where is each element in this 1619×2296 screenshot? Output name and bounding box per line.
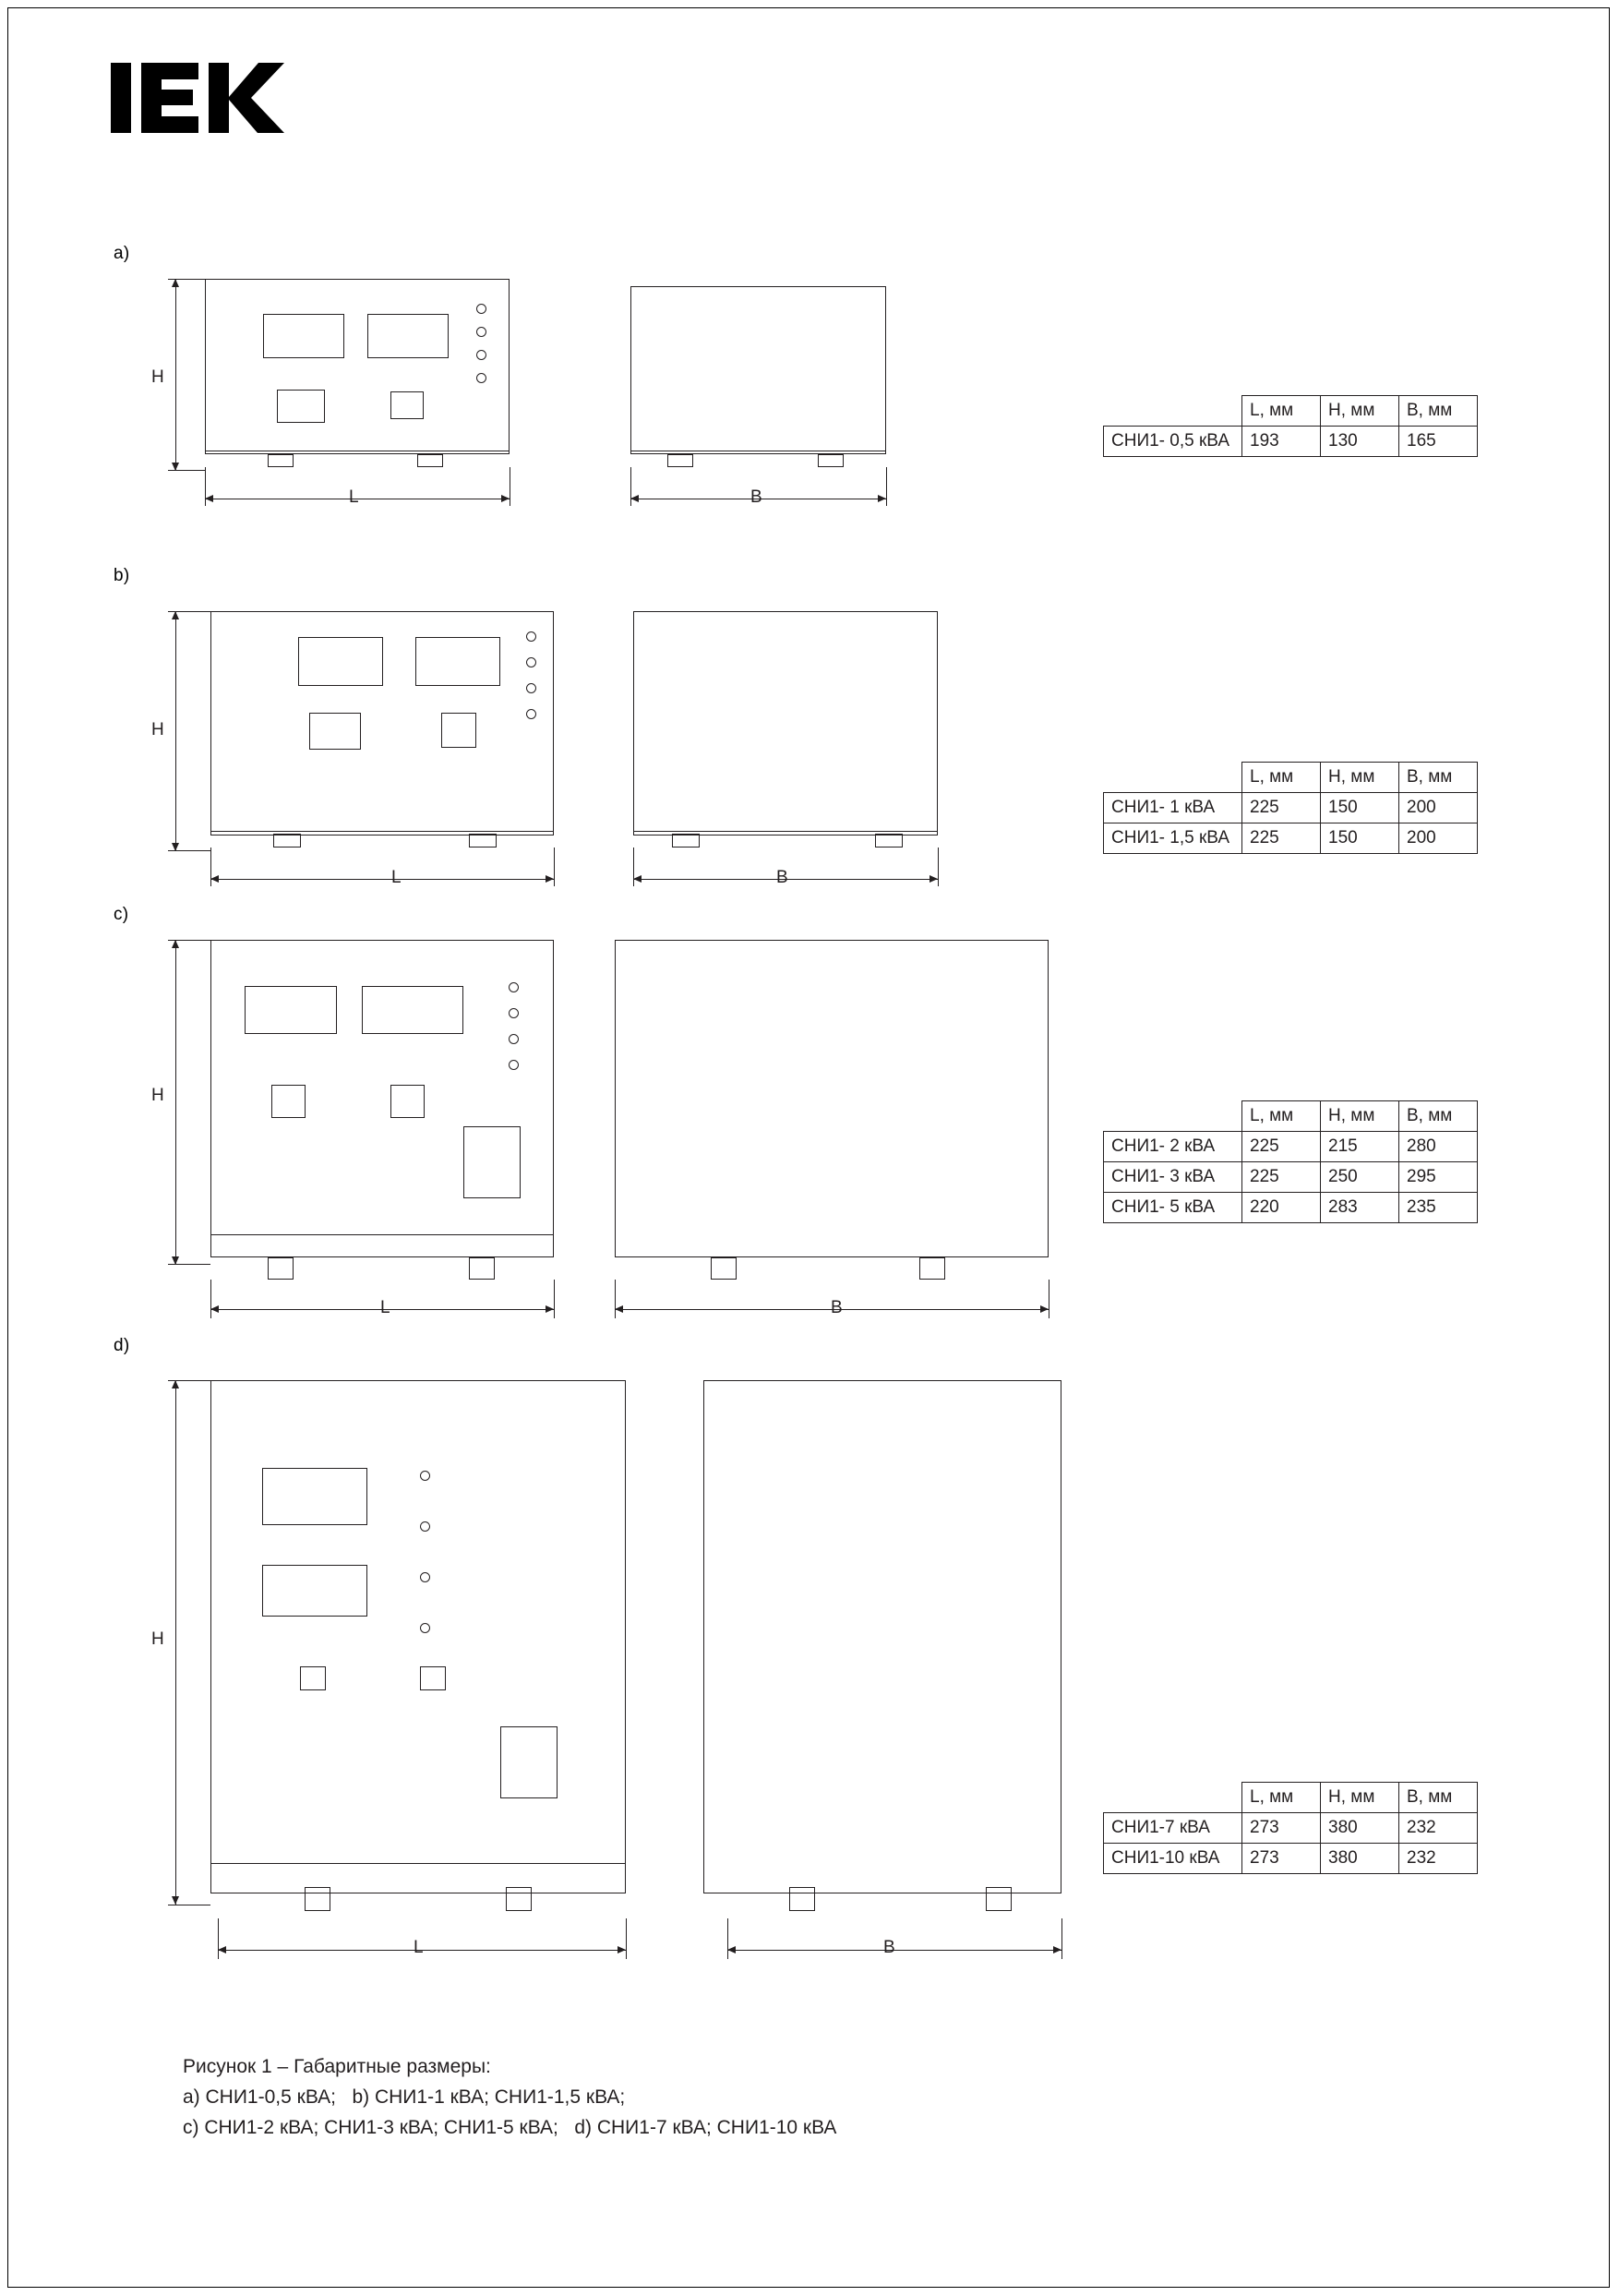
caption-line-3: c) СНИ1-2 кВА; СНИ1-3 кВА; СНИ1-5 кВА; d) СНИ1-7 кВА; СНИ1-10 кВА	[183, 2117, 837, 2138]
table-b-head-l: L, мм	[1242, 763, 1321, 793]
device-a-h-ext-bottom	[168, 470, 205, 471]
table-b-r1-l: 225	[1242, 823, 1321, 854]
device-b-socket-2	[441, 713, 476, 748]
device-b-side-foot-2	[875, 834, 903, 847]
device-a-foot-1	[268, 454, 294, 467]
device-a-h-ext-top	[168, 279, 205, 280]
table-a-head-model	[1104, 396, 1242, 427]
caption-line-1: Рисунок 1 – Габаритные размеры:	[183, 2056, 491, 2077]
device-d-side-body	[703, 1380, 1061, 1893]
device-c-socket-3	[463, 1126, 521, 1198]
table-c-head-l: L, мм	[1242, 1101, 1321, 1132]
device-b-l-ext-left	[210, 847, 211, 886]
device-c-display-2	[362, 986, 463, 1034]
device-b-l-label: L	[391, 868, 402, 887]
table-a-head-l: L, мм	[1242, 396, 1321, 427]
device-c-h-label: H	[151, 1086, 164, 1105]
device-c-indicator-1	[509, 982, 519, 992]
device-a-l-arrow-right	[501, 495, 510, 502]
device-a-side-foot-2	[818, 454, 844, 467]
device-b-indicator-1	[526, 631, 536, 642]
device-b-b-arrow-left	[633, 875, 642, 883]
table-c-header-row	[1104, 1101, 1478, 1132]
device-a-indicator-3	[476, 350, 486, 360]
device-d-b-arrow-right	[1053, 1946, 1061, 1953]
device-d-foot-1	[305, 1887, 330, 1911]
device-a-h-dim-line	[175, 279, 176, 471]
table-b-r0-model: СНИ1- 1 кВА	[1104, 793, 1242, 823]
device-c-side-foot-2	[919, 1257, 945, 1280]
table-a-r0-b: 165	[1399, 427, 1478, 457]
spec-table-a	[1103, 395, 1478, 457]
device-c-b-ext-left	[615, 1280, 616, 1318]
device-d-b-ext-right	[1061, 1918, 1062, 1959]
device-b-foot-2	[469, 834, 497, 847]
device-c-socket-1	[271, 1085, 306, 1118]
table-row	[1104, 1162, 1478, 1193]
device-d-l-arrow-right	[618, 1946, 626, 1953]
table-d-r0-model: СНИ1-7 кВА	[1104, 1813, 1242, 1844]
device-b-side-body	[633, 611, 938, 835]
device-b-h-ext-top	[168, 611, 210, 612]
table-row	[1104, 1132, 1478, 1162]
device-a-side-foot-1	[667, 454, 693, 467]
device-d-socket-1	[300, 1666, 326, 1690]
table-c-r2-model: СНИ1- 5 кВА	[1104, 1193, 1242, 1223]
table-a-r0-h: 130	[1321, 427, 1399, 457]
device-d-h-arrow-top	[172, 1380, 179, 1388]
table-a-r0-l: 193	[1242, 427, 1321, 457]
device-d-display-2	[262, 1565, 367, 1617]
table-b-head-h: H, мм	[1321, 763, 1399, 793]
table-d-head-b: B, мм	[1399, 1783, 1478, 1813]
table-d-r0-l: 273	[1242, 1813, 1321, 1844]
device-d-front-base-line	[210, 1863, 626, 1864]
device-b-side-base-line	[633, 831, 938, 832]
device-d-foot-2	[506, 1887, 532, 1911]
table-b-r1-b: 200	[1399, 823, 1478, 854]
device-d-indicator-4	[420, 1623, 430, 1633]
device-d-display-1	[262, 1468, 367, 1525]
table-b-r0-b: 200	[1399, 793, 1478, 823]
device-c-foot-2	[469, 1257, 495, 1280]
device-a-indicator-4	[476, 373, 486, 383]
device-c-b-arrow-left	[615, 1305, 623, 1313]
group-letter-b: b)	[114, 566, 130, 585]
device-d-l-arrow-left	[218, 1946, 226, 1953]
device-a-b-arrow-left	[630, 495, 639, 502]
device-d-indicator-2	[420, 1521, 430, 1532]
caption-line-2: a) СНИ1-0,5 кВА; b) СНИ1-1 кВА; СНИ1-1,5 кВА;	[183, 2086, 626, 2108]
device-b-indicator-2	[526, 657, 536, 667]
device-b-b-ext-left	[633, 847, 634, 886]
table-d-r1-model: СНИ1-10 кВА	[1104, 1844, 1242, 1874]
table-c-head-h: H, мм	[1321, 1101, 1399, 1132]
device-d-h-arrow-bottom	[172, 1896, 179, 1905]
device-b-h-ext-bottom	[168, 850, 210, 851]
device-d-b-label: B	[883, 1938, 895, 1957]
table-d-head-model	[1104, 1783, 1242, 1813]
table-c-head-model	[1104, 1101, 1242, 1132]
device-a-b-ext-right	[886, 467, 887, 506]
device-c-indicator-3	[509, 1034, 519, 1044]
table-c-r0-h: 215	[1321, 1132, 1399, 1162]
device-d-indicator-3	[420, 1572, 430, 1582]
table-d-head-h: H, мм	[1321, 1783, 1399, 1813]
device-b-h-arrow-top	[172, 611, 179, 619]
table-b-r0-l: 225	[1242, 793, 1321, 823]
table-row	[1104, 1844, 1478, 1874]
table-row	[1104, 1813, 1478, 1844]
device-c-b-arrow-right	[1040, 1305, 1049, 1313]
device-c-l-ext-right	[554, 1280, 555, 1318]
figure-caption	[183, 2051, 836, 2143]
table-c-r0-l: 225	[1242, 1132, 1321, 1162]
table-d-r0-h: 380	[1321, 1813, 1399, 1844]
device-d-l-ext-right	[626, 1918, 627, 1959]
device-d-h-dim-line	[175, 1380, 176, 1905]
device-c-side-body	[615, 940, 1049, 1257]
table-row	[1104, 1193, 1478, 1223]
device-b-b-ext-right	[938, 847, 939, 886]
device-b-l-arrow-left	[210, 875, 219, 883]
device-a-display-2	[367, 314, 449, 358]
device-b-l-ext-right	[554, 847, 555, 886]
table-b-r1-model: СНИ1- 1,5 кВА	[1104, 823, 1242, 854]
device-a-socket-2	[390, 391, 424, 419]
device-d-b-arrow-left	[727, 1946, 736, 1953]
device-d-socket-3	[500, 1726, 558, 1798]
device-b-indicator-3	[526, 683, 536, 693]
spec-table-c	[1103, 1100, 1478, 1223]
table-b-head-model	[1104, 763, 1242, 793]
device-c-front-base-line	[210, 1234, 554, 1235]
table-c-r2-h: 283	[1321, 1193, 1399, 1223]
table-a-head-h: H, мм	[1321, 396, 1399, 427]
device-a-side-body	[630, 286, 886, 454]
table-a-header-row	[1104, 396, 1478, 427]
table-d-head-l: L, мм	[1242, 1783, 1321, 1813]
device-c-h-ext-bottom	[168, 1264, 210, 1265]
table-c-head-b: B, мм	[1399, 1101, 1478, 1132]
table-b-head-b: B, мм	[1399, 763, 1478, 793]
table-d-r1-h: 380	[1321, 1844, 1399, 1874]
device-c-h-ext-top	[168, 940, 210, 941]
device-d-indicator-1	[420, 1471, 430, 1481]
device-b-b-arrow-right	[929, 875, 938, 883]
device-d-h-label: H	[151, 1629, 164, 1649]
table-d-r1-l: 273	[1242, 1844, 1321, 1874]
device-d-front-body	[210, 1380, 626, 1893]
device-b-h-label: H	[151, 720, 164, 739]
device-b-socket-1	[309, 713, 361, 750]
device-a-l-label: L	[349, 487, 359, 507]
device-d-socket-2	[420, 1666, 446, 1690]
device-a-indicator-1	[476, 304, 486, 314]
device-b-b-label: B	[776, 868, 788, 887]
device-a-h-arrow-top	[172, 279, 179, 287]
device-a-b-ext-left	[630, 467, 631, 506]
device-d-side-foot-1	[789, 1887, 815, 1911]
table-d-header-row	[1104, 1783, 1478, 1813]
device-a-h-label: H	[151, 367, 164, 387]
device-b-display-1	[298, 637, 383, 686]
iek-logo	[111, 54, 286, 142]
table-row	[1104, 427, 1478, 457]
table-a-r0-model: СНИ1- 0,5 кВА	[1104, 427, 1242, 457]
device-b-l-dim-line	[210, 879, 554, 880]
device-c-indicator-2	[509, 1008, 519, 1018]
device-c-h-dim-line	[175, 940, 176, 1265]
device-c-indicator-4	[509, 1060, 519, 1070]
table-c-r1-h: 250	[1321, 1162, 1399, 1193]
device-b-h-dim-line	[175, 611, 176, 851]
device-b-side-foot-1	[672, 834, 700, 847]
table-b-r1-h: 150	[1321, 823, 1399, 854]
device-d-side-foot-2	[986, 1887, 1012, 1911]
device-a-b-label: B	[750, 487, 762, 507]
group-letter-c: c)	[114, 905, 129, 924]
table-row	[1104, 793, 1478, 823]
spec-table-b	[1103, 762, 1478, 854]
device-c-l-arrow-left	[210, 1305, 219, 1313]
device-a-b-arrow-right	[878, 495, 886, 502]
table-c-r2-b: 235	[1399, 1193, 1478, 1223]
table-c-r1-model: СНИ1- 3 кВА	[1104, 1162, 1242, 1193]
table-b-header-row	[1104, 763, 1478, 793]
device-d-l-label: L	[414, 1938, 424, 1957]
device-c-foot-1	[268, 1257, 294, 1280]
device-b-front-base-line	[210, 831, 554, 832]
table-c-r1-b: 295	[1399, 1162, 1478, 1193]
device-c-side-foot-1	[711, 1257, 737, 1280]
group-letter-d: d)	[114, 1336, 130, 1355]
device-b-foot-1	[273, 834, 301, 847]
device-d-b-ext-left	[727, 1918, 728, 1959]
device-a-front-body	[205, 279, 510, 454]
device-a-display-1	[263, 314, 344, 358]
device-b-l-arrow-right	[546, 875, 554, 883]
device-c-display-1	[245, 986, 337, 1034]
spec-table-d	[1103, 1782, 1478, 1874]
table-c-r1-l: 225	[1242, 1162, 1321, 1193]
device-c-h-arrow-top	[172, 940, 179, 948]
device-c-b-label: B	[831, 1298, 843, 1317]
table-c-r0-model: СНИ1- 2 кВА	[1104, 1132, 1242, 1162]
device-b-indicator-4	[526, 709, 536, 719]
device-a-foot-2	[417, 454, 443, 467]
device-d-h-ext-top	[168, 1380, 210, 1381]
table-d-r0-b: 232	[1399, 1813, 1478, 1844]
table-d-r1-b: 232	[1399, 1844, 1478, 1874]
device-c-l-label: L	[380, 1298, 390, 1317]
table-c-r2-l: 220	[1242, 1193, 1321, 1223]
device-c-l-ext-left	[210, 1280, 211, 1318]
device-d-l-ext-left	[218, 1918, 219, 1959]
device-b-display-2	[415, 637, 500, 686]
device-a-socket-1	[277, 390, 325, 423]
device-c-socket-2	[390, 1085, 425, 1118]
table-b-r0-h: 150	[1321, 793, 1399, 823]
table-row	[1104, 823, 1478, 854]
table-a-head-b: B, мм	[1399, 396, 1478, 427]
device-a-l-ext-left	[205, 467, 206, 506]
device-a-indicator-2	[476, 327, 486, 337]
group-letter-a: a)	[114, 244, 130, 263]
device-a-l-arrow-left	[205, 495, 213, 502]
device-c-l-arrow-right	[546, 1305, 554, 1313]
table-c-r0-b: 280	[1399, 1132, 1478, 1162]
